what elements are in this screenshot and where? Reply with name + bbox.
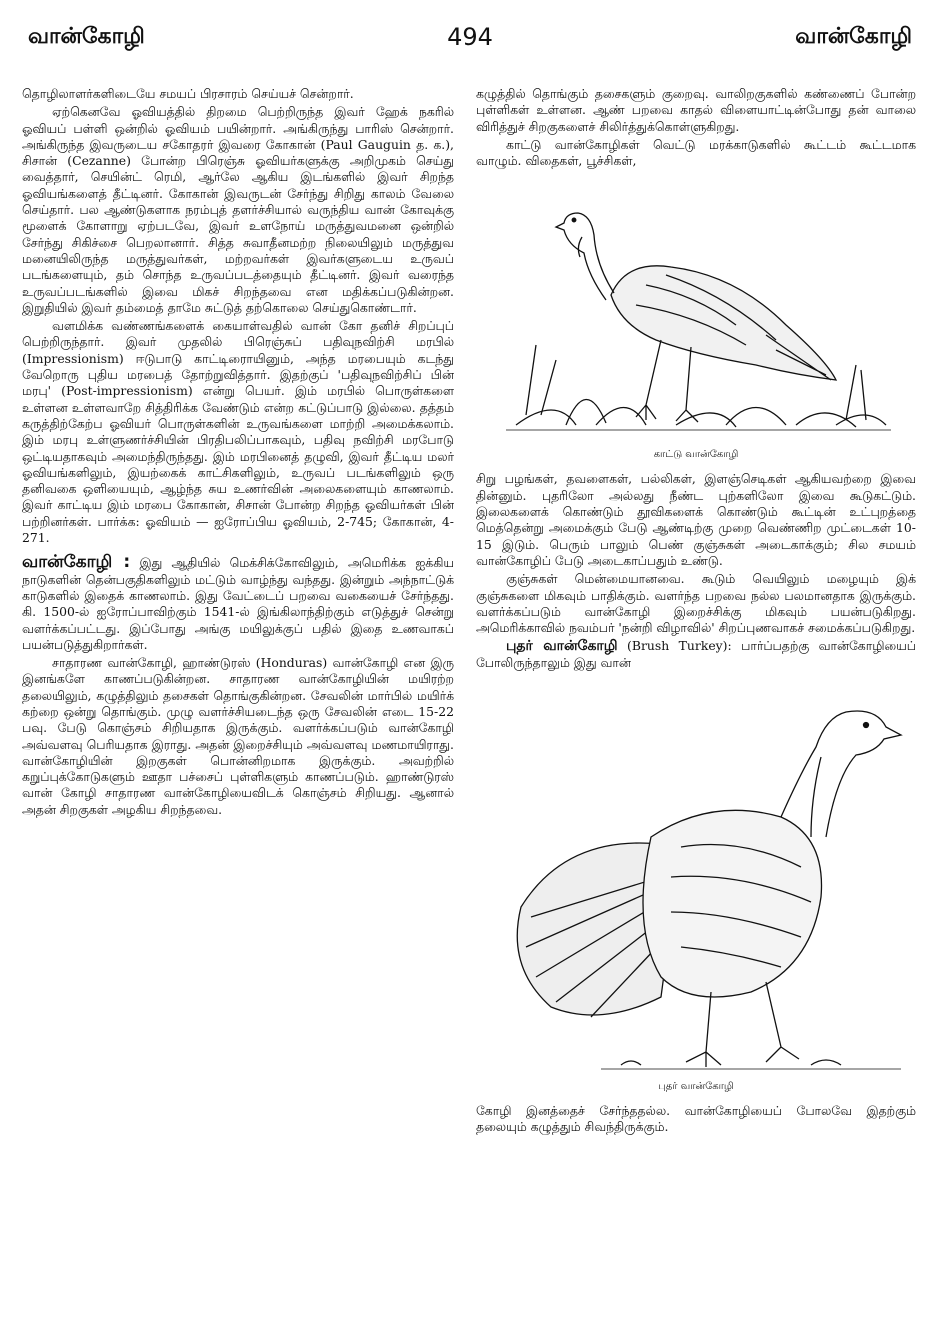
subentry-title: புதர் வான்கோழி [506,638,618,655]
subentry-paragraph [476,638,916,671]
paragraph: கழுத்தில் தொங்கும் தசைகளும் குறைவு. வாலிறகுகளில் கண்ணைப் போன்ற புள்ளிகள் உள்ளன. ஆண் பறவை காதல் விளையாட்டின்போது தன் வாலை விரித்துச் சிறகுகளைச் சிலிர்த்துக்கொள்ளுகிறது. [476,86,916,134]
paragraph: தொழிலாளர்களிடையே சமயப் பிரசாரம் செய்யச் சென்றார். [22,86,354,101]
entry-title: வான்கோழி : [22,552,131,573]
left-column [22,86,454,1326]
wild-turkey-illustration [496,175,896,445]
figure-caption: காட்டு வான்கோழி [653,449,739,461]
entry-paragraph [22,554,454,653]
wild-turkey-figure [476,175,916,461]
running-head-left: வான்கோழி [28,24,145,49]
brush-turkey-illustration [481,677,911,1077]
right-column [476,86,916,1326]
figure-caption: புதர் வான்கோழி [658,1081,734,1093]
paragraph: கோழி இனத்தைச் சேர்ந்ததல்ல. வான்கோழியைப் போலவே இதற்கும் தலையும் கழுத்தும் சிவந்திருக்கும். [476,1103,916,1135]
paragraph: குஞ்சுகள் மென்மையானவை. கூடும் வெயிலும் மழையும் இக் குஞ்சுகளை மிகவும் பாதிக்கும். வளர்ந்த பறவை நல்ல பலமானதாக இருக்கும். வளர்க்கப்படும் வான்கோழி இறைச்சிக்கு மிகவும் பயன்படுகிறது. அமெரிக்காவில் நவம்பர் 'நன்றி விழாவில்' சிறப்புணவாகச் சமைக்கப்படுகிறது. [476,571,916,636]
paragraph: வளமிக்க வண்ணங்களைக் கையாள்வதில் வான் கோ தனிச் சிறப்புப் பெற்றிருந்தார். இவர் முதலில் பிரெஞ்சுப் பதிவுநவிற்சி மரபில் (Impressionism) ஈடுபாடு காட்டிரைாயினும், அந்த மரபையும் கடந்து வேறொரு புதிய மரபைத் தோற்றுவித்தார். இதற்குப் 'பதிவுநவிற்சிப் பின் மரபு' (Post-impressionism) என்று பெயர். இம் மரபில் பொருள்களை உள்ளன உள்ளவாறே சித்திரிக்க வேண்டும் என்ற கட்டுப்பாடு இல்லை. தத்தம் கருத்திற்கேற்ப ஓவியர் பொருள்களின் உருவங்களை மாற்றி அமைக்கலாம். இம் மரபு உள்ளுணர்ச்சியின் பிரதிபலிப்பாகவும், பதிவு நவிற்சி மரபோடு ஒட்டியதாகவும் அமைந்திருந்தது. இம் மரபினைத் தழுவி, இவர் தீட்டிய மலர் ஓவியங்களிலும், இயற்கைக் காட்சிகளிலும், உருவப் படங்களிலும் ஒரு தனிவகை ஒளியையும், ஆழ்ந்த சுய உணர்வின் அலைகளையும் காணலாம். இவர் காட்டிய இம் மரபை கோகான், சிசான் போன்ற சிறந்த ஓவியர்கள் பின் பற்றினர்கள். பார்க்க: ஓவியம் — ஐரோப்பிய ஓவியம், 2-745; கோகான், 4-271. [22,318,454,546]
running-head-right: வான்கோழி [795,24,912,49]
paragraph: சிறு பழங்கள், தவளைகள், பல்லிகள், இளஞ்செடிகள் ஆகியவற்றை இவை தின்னும். புதரிலோ அல்லது நீண்ட புற்களிலோ இவை கூடுகட்டும். இலைகளைக் கொண்டும் தூவிகளைக் கொண்டும் கூட்டின் உட்புறத்தை மெத்தென்று அமைக்கும் பேடு ஆண்டிற்கு முறை வெண்ணிற முட்டைகள் 10-15 இடும். பெரும் பாலும் பெண் குஞ்சுகள் அடைகாக்கும்; சில சமயம் வான்கோழிப் பேடு அடைகாப்பதும் உண்டு. [476,471,916,568]
subentry-text: (Brush Turkey): பார்ப்பதற்கு வான்கோழியைப் போலிருந்தாலும் இது வான் [476,638,916,670]
entry-text: இது ஆதியில் மெக்சிக்கோவிலும், அமெரிக்க ஐக்கிய நாடுகளின் தென்பகுதிகளிலும் மட்டும் வாழ்ந்து வந்தது. இன்றும் அந்நாட்டுக் காடுகளில் இதைக் காணலாம். இது வேட்டைப் பறவை வகையைச் சேர்ந்தது. கி. 1500-ல் ஐரோப்பாவிற்கும் 1541-ல் இங்கிலாந்திற்கும் எடுத்துச் சென்று வளர்க்கப்பட்டது. இப்போது அங்கு மயிலுக்குப் பதில் இதை உணவாகப் பயன்படுத்துகிறார்கள். [22,555,454,652]
paragraph: சாதாரண வான்கோழி, ஹாண்டுரஸ் (Honduras) வான்கோழி என இரு இனங்களே காணப்படுகின்றன. சாதாரண வான்கோழியின் மயிரற்ற தலையிலும், கழுத்திலும் தசைகள் தொங்குகின்றன. சேவலின் மார்பில் மயிர்க் கற்றை ஒன்று தொங்கும். முழு வளர்ச்சியடைந்த ஒரு சேவலின் எடை 15-22 பவு. பேடு கொஞ்சம் சிறியதாக இருக்கும். வளர்க்கப்படும் வான்கோழி அவ்வளவு பெரியதாக இராது. அதன் இறைச்சியும் அவ்வளவு மணமாயிராது. வான்கோழியின் இறகுகள் பொன்னிறமாக இருக்கும். அவற்றில் கறுப்புக்கோடுகளும் ஊதா பச்சைப் புள்ளிகளும் காணப்படும். ஹாண்டுரஸ் வான் கோழி சாதாரண வான்கோழியைவிடக் கொஞ்சம் சிறியது. ஆனால் அதன் சிறகுகள் அழகிய சிறந்தவை. [22,655,454,817]
paragraph: காட்டு வான்கோழிகள் வெட்டு மரக்காடுகளில் கூட்டம் கூட்டமாக வாழும். விதைகள், பூச்சிகள், [476,136,916,169]
page-number: 494 [447,23,493,51]
brush-turkey-figure [476,677,916,1093]
paragraph: ஏற்கெனவே ஓவியத்தில் திறமை பெற்றிருந்த இவர் ஹேக் நகரில் ஓவியப் பள்ளி ஒன்றில் ஓவியம் பயின்றார். அங்கிருந்து பாரிஸ் சென்றார். அங்கிருந்த இவருடைய சகோதரர் இவரை கோகான் (Paul Gauguin த. க.), சிசான் (Cezanne) போன்ற பிரெஞ்சு ஓவியர்களுக்கு அறிமுகம் செய்து வைத்தார், செயின்ட் ரெமி, ஆர்லே ஆகிய இடங்களில் இவர் சிறந்த ஓவியங்களைத் தீட்டினர். கோகான் இவருடன் சேர்ந்து சிறிது காலம் வேலை செய்தார். பல ஆண்டுகளாக நரம்புத் தளர்ச்சியால் வருந்திய வான் கோவுக்கு மூளைக் கோளாறு ஏற்படவே, இவர் உளநோய் மருத்துவமனை ஒன்றில் சேர்ந்து சிகிச்சை பெறலானார். சித்த சுவாதீனமற்ற நிலையிலும் மருத்துவ மனையிலிருந்த மருத்துவர்கள், மற்றவர்கள் இவர்களுடைய உருவப் படங்களையும், தம் சொந்த உருவப்படத்தையும் தீட்டினர். இவர் வரைந்த உருவப்படங்களில் இவை மிகச் சிறந்தவை என மதிக்கப்படுகின்றன. இறுதியில் இவர் தம்மைத் தாமே சுட்டுத் தற்கொலை செய்துகொண்டார். [22,104,454,315]
